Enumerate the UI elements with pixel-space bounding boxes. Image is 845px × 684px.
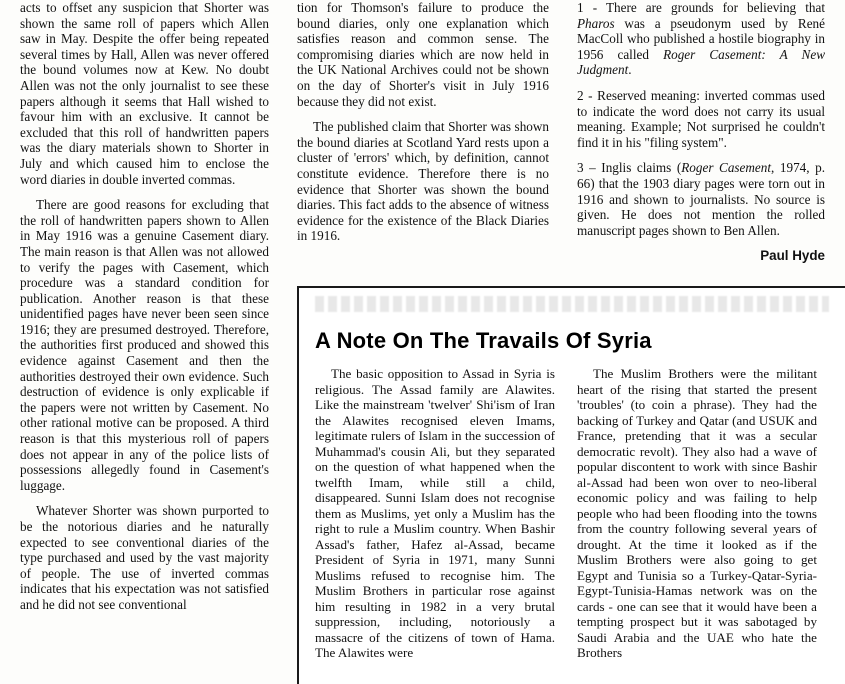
endnote-text-2: Reserved meaning: inverted commas used to indicate the word does not carry its usual meaning. Example; Not surprised he couldn't find it in his "filing system". bbox=[577, 87, 825, 150]
bleed-through-text bbox=[315, 296, 829, 312]
article-column-two bbox=[577, 366, 817, 671]
paragraph: tion for Thomson's failure to produce the bound diaries, only one explanation which satisfies reason and common sense. The compromising diaries which are now held in the UK National Archives could not be shown on the day of Shorter's visit in July 1916 because they did not exist. bbox=[297, 0, 549, 109]
boxed-article bbox=[297, 286, 845, 684]
article-column-one bbox=[315, 366, 555, 671]
endnote-number-1: 1 - bbox=[577, 0, 606, 15]
article-columns bbox=[315, 366, 827, 671]
endnote-text-3: Inglis claims (Roger Casement, 1974, p. 66) that the 1903 diary pages were torn out in 1916 and shown to journalists. No source is given. He does not mention the rolled manuscript pages shown to Ben Allen. bbox=[577, 160, 826, 238]
column-three-endnotes bbox=[563, 0, 845, 300]
paragraph: Whatever Shorter was shown purported to be the notorious diaries and he naturally expected to see conventional diaries of the type purchased and used by the vast majority of people. The use of inverted commas indicates that his expectation was not satisfied and he did not see conventional bbox=[20, 503, 269, 612]
paragraph: There are good reasons for excluding that the roll of handwritten papers shown to Allen in May 1916 was a genuine Casement diary. The main reason is that Allen was not allowed to verify the pages with Casement, which procedure was a standard condition for publication. Another reason is that these unidentified pages have never been seen since 1916; they are presumed destroyed. Therefore, the authorities first produced and showed this evidence against Casement and then the authorities destroyed their own evidence. Such destruction of evidence is only explicable if the papers were not written by Casement. No other rational motive can be proposed. A third reason is that this mysterious roll of papers does not appear in any of the police lists of possessions allegedly found in Casement's luggage. bbox=[20, 197, 269, 493]
article-title: A Note On The Travails Of Syria bbox=[315, 328, 652, 353]
endnote-item bbox=[577, 160, 825, 238]
author-byline: Paul Hyde bbox=[760, 248, 825, 264]
paragraph: The Muslim Brothers were the militant heart of the rising that started the present 'troubles' (to coin a phrase). They had the backing of Turkey and Qatar (and USUK and France, pretending that it was a secular democratic revolt). They also had a wave of popular discontent to work with since Bashir al-Assad had been won over to neo-liberal economic policy and was failing to help people who had been flooding into the towns from the country following several years of drought. At the time it looked as if the Muslim Brothers were also going to get Egypt and Tunisia so a Turkey-Qatar-Syria-Egypt-Tunisia-Hamas network was on the cards - one can see that it would have been a tempting prospect but it was sabotaged by Saudi Arabia and the UAE who hate the Brothers bbox=[577, 366, 817, 660]
paragraph: The published claim that Shorter was shown the bound diaries at Scotland Yard rests upon a cluster of 'errors' which, by definition, cannot constitute evidence. Therefore there is no evidence that Shorter was shown the bound diaries. This fact adds to the absence of witness evidence for the existence of the Black Diaries in 1916. bbox=[297, 119, 549, 244]
endnote-number-3: 3 – bbox=[577, 160, 602, 176]
endnote-item bbox=[577, 88, 825, 150]
paragraph: The basic opposition to Assad in Syria is religious. The Assad family are Alawites. Like the mainstream 'twelver' Shi'ism of Iran the Alawites recognised eleven Imams, legitimate rulers of Islam in the succession of Muhammad's cousin Ali, but they separated on the question of what happened when the twelfth Imam, while still a child, disappeared. Sunni Islam does not recognise them as Muslims, yet only a Muslim has the right to rule a Muslim country. When Bashir Assad's father, Hafez al-Assad, became President of Syria in 1971, many Sunni Muslims refused to recognise him. The Muslim Brothers in particular rose against him resulting in 1982 in a very brutal suppression, including, notoriously a massacre of the citizens of town of Hama. The Alawites were bbox=[315, 366, 555, 660]
endnote-text-1: There are grounds for believing that Pharos was a pseudonym used by René MacColl who published a hostile biography in 1956 called Roger Casement: A New Judgment. bbox=[577, 0, 826, 78]
column-two bbox=[283, 0, 563, 300]
endnote-number-2: 2 - bbox=[577, 87, 598, 103]
column-one bbox=[0, 0, 283, 612]
endnote-item bbox=[577, 0, 825, 78]
paragraph: acts to offset any suspicion that Shorter was shown the same roll of papers which Allen saw in May. Despite the offer being repeated several times by Hall, Allen was never offered the bound volumes now at Kew. No doubt Allen was not the only journalist to see these papers although it seems that Hall wished to favour him with an exclusive. It cannot be excluded that this roll of handwritten papers was the diary materials shown to Shorter in July and which caused him to enclose the word diaries in double inverted commas. bbox=[20, 0, 269, 187]
